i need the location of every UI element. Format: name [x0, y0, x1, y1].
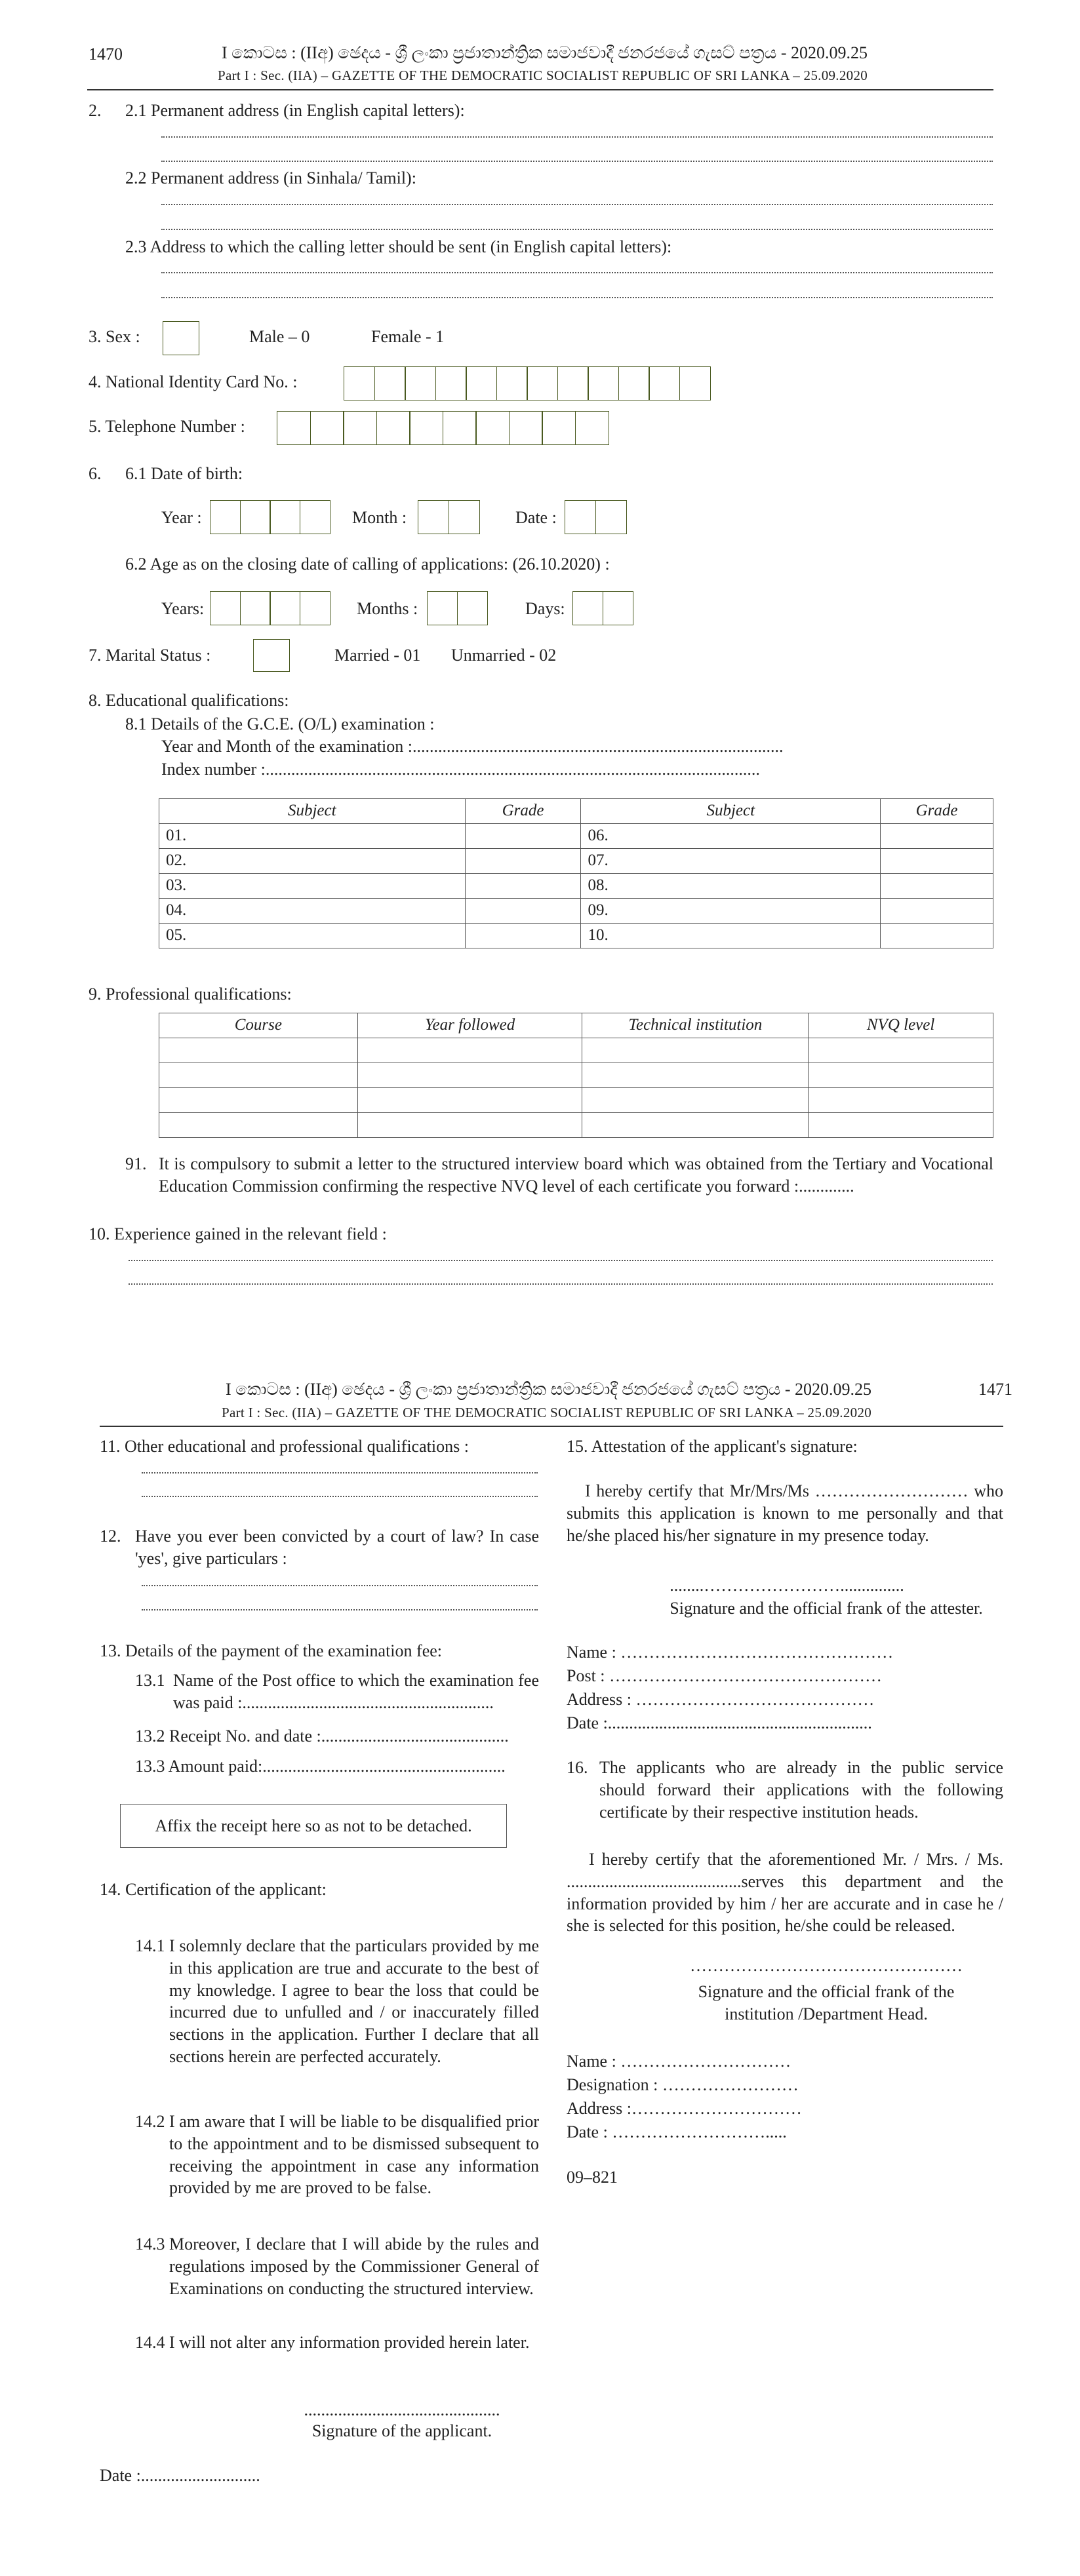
- q8-1-label: 8.1 Details of the G.C.E. (O/L) examination :: [125, 714, 435, 733]
- birth-month-cells[interactable]: [418, 500, 480, 534]
- age-days-cell[interactable]: [572, 591, 603, 625]
- q15-label: 15. Attestation of the applicant's signature:: [567, 1437, 858, 1456]
- course-cell[interactable]: [159, 1063, 358, 1087]
- table-row: [159, 924, 993, 948]
- grade-cell[interactable]: [881, 924, 993, 948]
- q14-2-text: I am aware that I will be liable to be disqualified prior to the appointment and to be dismissed subsequent to receiving the appointment in case any information provided by me are proved to be false.: [169, 2112, 539, 2198]
- address-line[interactable]: [161, 297, 993, 298]
- column-header: Subject: [581, 799, 881, 824]
- address-line[interactable]: [161, 204, 993, 205]
- nic-cell[interactable]: [405, 366, 436, 400]
- grade-cell[interactable]: [881, 899, 993, 924]
- head-designation-field[interactable]: Designation : ……………………: [567, 2075, 799, 2094]
- qualification-line[interactable]: [142, 1496, 538, 1497]
- phone-cell[interactable]: [443, 411, 477, 445]
- conviction-line[interactable]: [142, 1609, 538, 1610]
- q16-certificate: I hereby certify that the aforementioned Mr. / Mrs. / Ms. .........................................serves this department and the information provided by him / her are accurate and in case he / she is selected for this position, he/she could be released.: [567, 1850, 1003, 1936]
- address-line[interactable]: [161, 161, 993, 162]
- q14-1-text: I solemnly declare that the particulars provided by me in this application are true and accurate to the best of my knowledge. I agree to bear the loss that could be incurred due to unfulled and / or inaccurately filled sections in the application. Further I declare that all sections herein are perfected accurately.: [169, 1936, 539, 2066]
- nic-cell[interactable]: [496, 366, 528, 400]
- applicant-signature-line[interactable]: ..............................................: [304, 2400, 500, 2419]
- married-option: Married - 01: [334, 646, 421, 665]
- birth-year-cell[interactable]: [240, 500, 271, 534]
- months-label: Months :: [357, 599, 418, 618]
- year-cell[interactable]: [357, 1112, 582, 1137]
- subject-cell[interactable]: 01.: [159, 824, 466, 849]
- head-date-field[interactable]: Date : ……………………….....: [567, 2122, 787, 2141]
- phone-cell[interactable]: [277, 411, 311, 445]
- q91-text: It is compulsory to submit a letter to the structured interview board which was obtained from the Tertiary and Vocational Education Commission confirming the respective NVQ level of each certificate you forward :.............: [159, 1154, 993, 1196]
- institution-cell[interactable]: [582, 1112, 809, 1137]
- page-number: 1470: [89, 45, 123, 64]
- subject-cell[interactable]: 10.: [581, 924, 881, 948]
- q9-label: 9. Professional qualifications:: [89, 985, 292, 1004]
- q12-text: Have you ever been convicted by a court of law? In case 'yes', give particulars :: [135, 1527, 539, 1568]
- age-months-cells[interactable]: [427, 591, 488, 625]
- table-header-row: [159, 1013, 993, 1038]
- years-label: Years:: [161, 599, 205, 618]
- q3-label: 3. Sex :: [89, 327, 140, 346]
- q16-text: The applicants who are already in the public service should forward their applications with the following certificate by their respective institution heads.: [599, 1758, 1003, 1822]
- q11-label: 11. Other educational and professional qualifications :: [100, 1437, 469, 1456]
- grade-cell[interactable]: [465, 849, 581, 874]
- q14-4-number: 14.4: [135, 2333, 165, 2352]
- nic-cell[interactable]: [618, 366, 650, 400]
- experience-line[interactable]: [129, 1260, 993, 1261]
- q12-number: 12.: [100, 1527, 121, 1546]
- experience-line[interactable]: [129, 1283, 993, 1285]
- grade-cell[interactable]: [881, 849, 993, 874]
- nic-cell[interactable]: [527, 366, 558, 400]
- age-days-cells[interactable]: [572, 591, 633, 625]
- professional-table: [159, 1013, 993, 1138]
- nic-cell[interactable]: [679, 366, 711, 400]
- date-label: Date :: [515, 508, 557, 527]
- attester-address-field[interactable]: Address : ……………………………………: [567, 1690, 875, 1709]
- applicant-signature-label: Signature of the applicant.: [311, 2421, 492, 2440]
- nvq-cell[interactable]: [809, 1063, 993, 1087]
- column-header: Year followed: [357, 1013, 582, 1038]
- institution-cell[interactable]: [582, 1038, 809, 1063]
- age-months-cell[interactable]: [457, 591, 488, 625]
- age-years-cell[interactable]: [210, 591, 241, 625]
- amount-field[interactable]: 13.3 Amount paid:.........................................................: [135, 1757, 506, 1776]
- year-cell[interactable]: [357, 1038, 582, 1063]
- address-line[interactable]: [161, 136, 993, 138]
- column-header: Grade: [881, 799, 993, 824]
- q6-number: 6.: [89, 464, 102, 483]
- q10-label: 10. Experience gained in the relevant field :: [89, 1224, 387, 1243]
- head-address-field[interactable]: Address :…………………………: [567, 2099, 802, 2118]
- phone-cell[interactable]: [409, 411, 443, 445]
- post-office-field[interactable]: Name of the Post office to which the examination fee was paid :...........................................................: [173, 1671, 539, 1712]
- course-cell[interactable]: [159, 1087, 358, 1112]
- attester-signature-line[interactable]: ........……………………...............: [670, 1576, 904, 1595]
- q8-label: 8. Educational qualifications:: [89, 691, 289, 710]
- index-number-field[interactable]: Index number :....................................................................................................................: [161, 760, 760, 779]
- birth-year-cell[interactable]: [300, 500, 330, 534]
- birth-month-cell[interactable]: [418, 500, 449, 534]
- grade-cell[interactable]: [465, 824, 581, 849]
- ol-results-table: [159, 798, 993, 948]
- table-row: [159, 1063, 993, 1087]
- head-signature-line[interactable]: …………………………………………: [690, 1956, 963, 1975]
- qualification-line[interactable]: [142, 1472, 538, 1473]
- q2-2-label: 2.2 Permanent address (in Sinhala/ Tamil):: [125, 168, 416, 187]
- receipt-box-text: Affix the receipt here so as not to be detached.: [155, 1816, 472, 1835]
- month-label: Month :: [352, 508, 407, 527]
- phone-cell[interactable]: [343, 411, 377, 445]
- receipt-affix-box: [120, 1804, 507, 1848]
- phone-cell[interactable]: [475, 411, 510, 445]
- institution-cell[interactable]: [582, 1063, 809, 1087]
- q4-label: 4. National Identity Card No. :: [89, 372, 298, 391]
- date-field[interactable]: Date :............................: [100, 2466, 260, 2485]
- female-option: Female - 1: [371, 327, 445, 346]
- age-months-cell[interactable]: [427, 591, 458, 625]
- conviction-line[interactable]: [142, 1585, 538, 1586]
- q14-4-text: I will not alter any information provided herein later.: [169, 2333, 530, 2352]
- q2-number: 2.: [89, 101, 102, 120]
- course-cell[interactable]: [159, 1038, 358, 1063]
- attester-post-field[interactable]: Post : …………………………………………: [567, 1666, 883, 1685]
- attester-date-field[interactable]: Date :..............................................................: [567, 1713, 872, 1732]
- subject-cell[interactable]: 04.: [159, 899, 466, 924]
- header-sinhala: I කොටස : (IIඅ) ඡෙදය - ශ්‍රී ලංකා ප්‍රජාතාන්ත්‍රික සමාජවාදී ජනරජයේ ගැසට් පත්‍රය - 2020.09.25: [222, 43, 868, 62]
- subject-cell[interactable]: 03.: [159, 874, 466, 899]
- sex-box[interactable]: [163, 321, 199, 355]
- subject-cell[interactable]: 07.: [581, 849, 881, 874]
- q16-number: 16.: [567, 1758, 588, 1777]
- table-row: [159, 1112, 993, 1137]
- table-row: [159, 849, 993, 874]
- nic-cell[interactable]: [344, 366, 375, 400]
- phone-cell[interactable]: [509, 411, 543, 445]
- exam-year-field[interactable]: Year and Month of the examination :.......................................................................................: [161, 737, 784, 756]
- table-row: [159, 899, 993, 924]
- birth-month-cell[interactable]: [449, 500, 480, 534]
- q6-2-label: 6.2 Age as on the closing date of calling of applications: (26.10.2020) :: [125, 555, 610, 574]
- q14-label: 14. Certification of the applicant:: [100, 1880, 327, 1899]
- grade-cell[interactable]: [881, 824, 993, 849]
- phone-cell[interactable]: [376, 411, 410, 445]
- head-signature-label: Signature and the official frank of the institution /Department Head.: [698, 1982, 955, 2023]
- age-years-cells[interactable]: [210, 591, 330, 625]
- table-row: [159, 1087, 993, 1112]
- q2-1-label: 2.1 Permanent address (in English capital letters):: [125, 101, 465, 120]
- nic-cell[interactable]: [374, 366, 406, 400]
- nvq-cell[interactable]: [809, 1038, 993, 1063]
- birth-year-cells[interactable]: [210, 500, 330, 534]
- table-row: [159, 1038, 993, 1063]
- phone-cell[interactable]: [542, 411, 576, 445]
- table-header-row: [159, 799, 993, 824]
- column-header: Technical institution: [582, 1013, 809, 1038]
- header-sinhala: I කොටස : (IIඅ) ඡෙදය - ශ්‍රී ලංකා ප්‍රජාතාන්ත්‍රික සමාජවාදී ජනරජයේ ගැසට් පත්‍රය - 2020.09.25: [226, 1380, 872, 1399]
- address-line[interactable]: [161, 229, 993, 230]
- subject-cell[interactable]: 02.: [159, 849, 466, 874]
- q13-label: 13. Details of the payment of the examination fee:: [100, 1641, 442, 1660]
- grade-cell[interactable]: [465, 899, 581, 924]
- q15-text: I hereby certify that Mr/Mrs/Ms ……………………… who submits this application is known to me personally and that he/she placed his/her signature in my presence today.: [567, 1481, 1003, 1545]
- unmarried-option: Unmarried - 02: [451, 646, 557, 665]
- q14-3-text: Moreover, I declare that I will abide by the rules and regulations imposed by the Commissioner General of Examinations on conducting the structured interview.: [169, 2234, 539, 2298]
- address-line[interactable]: [161, 272, 993, 273]
- birth-date-cell[interactable]: [565, 500, 596, 534]
- q91-number: 91.: [125, 1154, 147, 1173]
- nic-cell[interactable]: [435, 366, 467, 400]
- male-option: Male – 0: [249, 327, 310, 346]
- subject-cell[interactable]: 06.: [581, 824, 881, 849]
- nvq-cell[interactable]: [809, 1087, 993, 1112]
- birth-date-cells[interactable]: [565, 500, 627, 534]
- year-cell[interactable]: [357, 1087, 582, 1112]
- phone-cell[interactable]: [575, 411, 609, 445]
- days-label: Days:: [525, 599, 565, 618]
- table-row: [159, 874, 993, 899]
- column-header: NVQ level: [809, 1013, 993, 1038]
- year-label: Year :: [161, 508, 202, 527]
- age-days-cell[interactable]: [603, 591, 633, 625]
- subject-cell[interactable]: 08.: [581, 874, 881, 899]
- nic-cell[interactable]: [588, 366, 619, 400]
- column-header: Subject: [159, 799, 466, 824]
- header-english: Part I : Sec. (IIA) – GAZETTE OF THE DEMOCRATIC SOCIALIST REPUBLIC OF SRI LANKA – 25.09.2020: [218, 68, 868, 83]
- q14-2-number: 14.2: [135, 2112, 165, 2131]
- receipt-field[interactable]: 13.2 Receipt No. and date :............................................: [135, 1727, 509, 1746]
- column-header: Grade: [465, 799, 581, 824]
- grade-cell[interactable]: [465, 874, 581, 899]
- nvq-cell[interactable]: [809, 1112, 993, 1137]
- year-cell[interactable]: [357, 1063, 582, 1087]
- q14-1-number: 14.1: [135, 1936, 165, 1955]
- q14-3-number: 14.3: [135, 2234, 165, 2254]
- phone-cells[interactable]: [277, 411, 609, 445]
- q5-label: 5. Telephone Number :: [89, 417, 245, 436]
- q2-3-label: 2.3 Address to which the calling letter should be sent (in English capital letters):: [125, 237, 672, 256]
- course-cell[interactable]: [159, 1112, 358, 1137]
- reference-number: 09–821: [567, 2168, 618, 2187]
- header-english: Part I : Sec. (IIA) – GAZETTE OF THE DEMOCRATIC SOCIALIST REPUBLIC OF SRI LANKA – 25.09.2020: [222, 1405, 872, 1420]
- marital-status-box[interactable]: [253, 639, 290, 672]
- age-years-cell[interactable]: [270, 591, 300, 625]
- birth-date-cell[interactable]: [595, 500, 627, 534]
- nic-cell[interactable]: [557, 366, 589, 400]
- subject-cell[interactable]: 05.: [159, 924, 466, 948]
- subject-cell[interactable]: 09.: [581, 899, 881, 924]
- page-number: 1471: [978, 1380, 1012, 1399]
- nic-cell[interactable]: [466, 366, 497, 400]
- header-rule: [87, 89, 993, 90]
- q6-1-label: 6.1 Date of birth:: [125, 464, 243, 483]
- gazette-page-1471: [0, 1357, 1080, 2576]
- q7-label: 7. Marital Status :: [89, 646, 211, 665]
- header-rule: [100, 1426, 1003, 1427]
- attester-name-field[interactable]: Name : …………………………………………: [567, 1643, 894, 1662]
- grade-cell[interactable]: [465, 924, 581, 948]
- nic-cell[interactable]: [649, 366, 680, 400]
- age-years-cell[interactable]: [240, 591, 271, 625]
- table-row: [159, 824, 993, 849]
- birth-year-cell[interactable]: [270, 500, 300, 534]
- birth-year-cell[interactable]: [210, 500, 241, 534]
- attester-signature-label: Signature and the official frank of the attester.: [670, 1599, 983, 1618]
- phone-cell[interactable]: [310, 411, 344, 445]
- institution-cell[interactable]: [582, 1087, 809, 1112]
- grade-cell[interactable]: [881, 874, 993, 899]
- age-years-cell[interactable]: [300, 591, 330, 625]
- head-name-field[interactable]: Name : …………………………: [567, 2052, 791, 2071]
- q13-1-number: 13.1: [135, 1671, 165, 1690]
- nic-cells[interactable]: [344, 366, 711, 400]
- column-header: Course: [159, 1013, 358, 1038]
